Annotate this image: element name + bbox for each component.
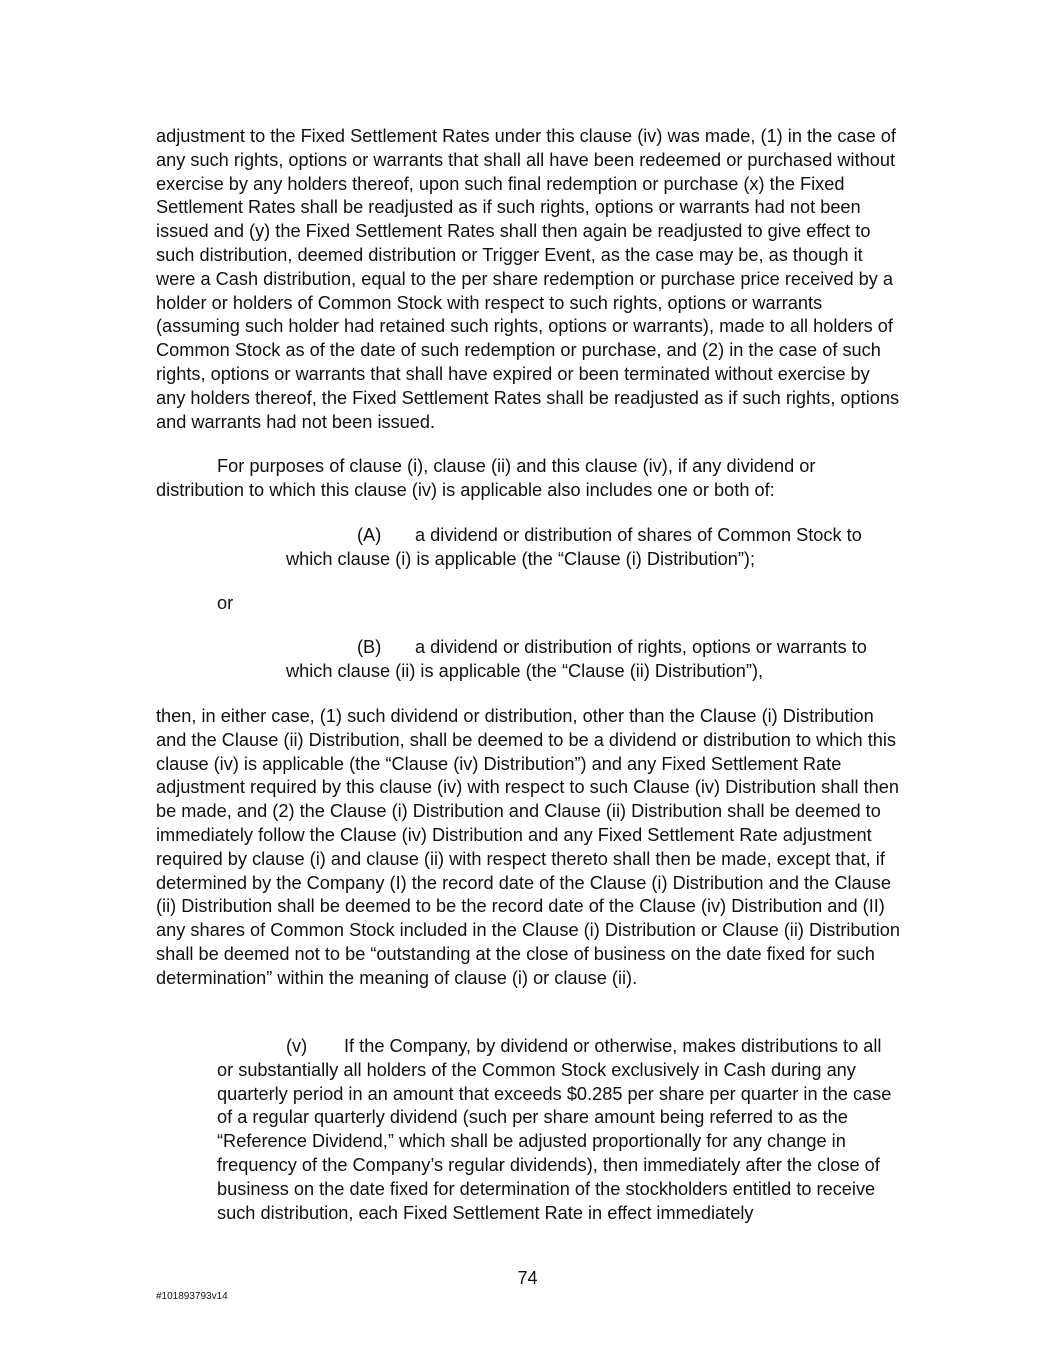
list-item-a xyxy=(286,524,896,572)
paragraph-purposes: For purposes of clause (i), clause (ii) and this clause (iv), if any dividend or distribution to which this clause (iv) is applicable also includes one or both of: xyxy=(156,456,816,500)
clause-v-text: If the Company, by dividend or otherwise, makes distributions to all or substantially all holders of the Common Stock exclusively in Cash during any quarterly period in an amount that exceeds $0.285 per share per quarter in the case of a regular quarterly dividend (such per share amount being referred to as the “Reference Dividend,” which shall be adjusted proportionally for any change in frequency of the Company’s regular dividends), then immediately after the close of business on the date fixed for determination of the stockholders entitled to receive such distribution, each Fixed Settlement Rate in effect immediately xyxy=(217,1036,892,1223)
item-a-text: a dividend or distribution of shares of Common Stock to which clause (i) is applicable (the “Clause (i) Distribution”); xyxy=(286,525,862,569)
list-item-b xyxy=(286,636,896,684)
paragraph-clause-v xyxy=(217,1035,899,1225)
page-number: 74 xyxy=(517,1268,538,1288)
or-connector: or xyxy=(217,593,234,613)
item-b-label: (B) xyxy=(357,637,382,657)
paragraph-then-either-case: then, in either case, (1) such dividend or distribution, other than the Clause (i) Distribution and the Clause (ii) Distribution, shall be deemed to be a dividend or distribution to which this clause (iv) is applicable (the “Clause (iv) Distribution”) and any Fixed Settlement Rate adjustment required by this clause (iv) with respect to such Clause (iv) Distribution shall then be made, and (2) the Clause (i) Distribution and Clause (ii) Distribution shall be deemed to immediately follow the Clause (iv) Distribution and any Fixed Settlement Rate adjustment required by clause (i) and clause (ii) with respect thereto shall then be made, except that, if determined by the Company (I) the record date of the Clause (i) Distribution and the Clause (ii) Distribution shall be deemed to be the record date of the Clause (iv) Distribution and (II) any shares of Common Stock included in the Clause (i) Distribution or Clause (ii) Distribution shall be deemed not to be “outstanding at the close of business on the date fixed for such determination” within the meaning of clause (i) or clause (ii). xyxy=(156,706,900,988)
item-b-text: a dividend or distribution of rights, options or warrants to which clause (ii) is applicable (the “Clause (ii) Distribution”), xyxy=(286,637,867,681)
item-a-label: (A) xyxy=(357,525,382,545)
clause-v-label: (v) xyxy=(286,1036,308,1056)
paragraph-adjustment-continuation: adjustment to the Fixed Settlement Rates under this clause (iv) was made, (1) in the case of any such rights, options or warrants that shall all have been redeemed or purchased without exercise by any holders thereof, upon such final redemption or purchase (x) the Fixed Settlement Rates shall be readjusted as if such rights, options or warrants had not been issued and (y) the Fixed Settlement Rates shall then again be readjusted to give effect to such distribution, deemed distribution or Trigger Event, as the case may be, as though it were a Cash distribution, equal to the per share redemption or purchase price received by a holder or holders of Common Stock with respect to such rights, options or warrants (assuming such holder had retained such rights, options or warrants), made to all holders of Common Stock as of the date of such redemption or purchase, and (2) in the case of such rights, options or warrants that shall have expired or been terminated without exercise by any holders thereof, the Fixed Settlement Rates shall be readjusted as if such rights, options and warrants had not been issued. xyxy=(156,126,900,432)
document-id: #101893793v14 xyxy=(156,1291,228,1302)
